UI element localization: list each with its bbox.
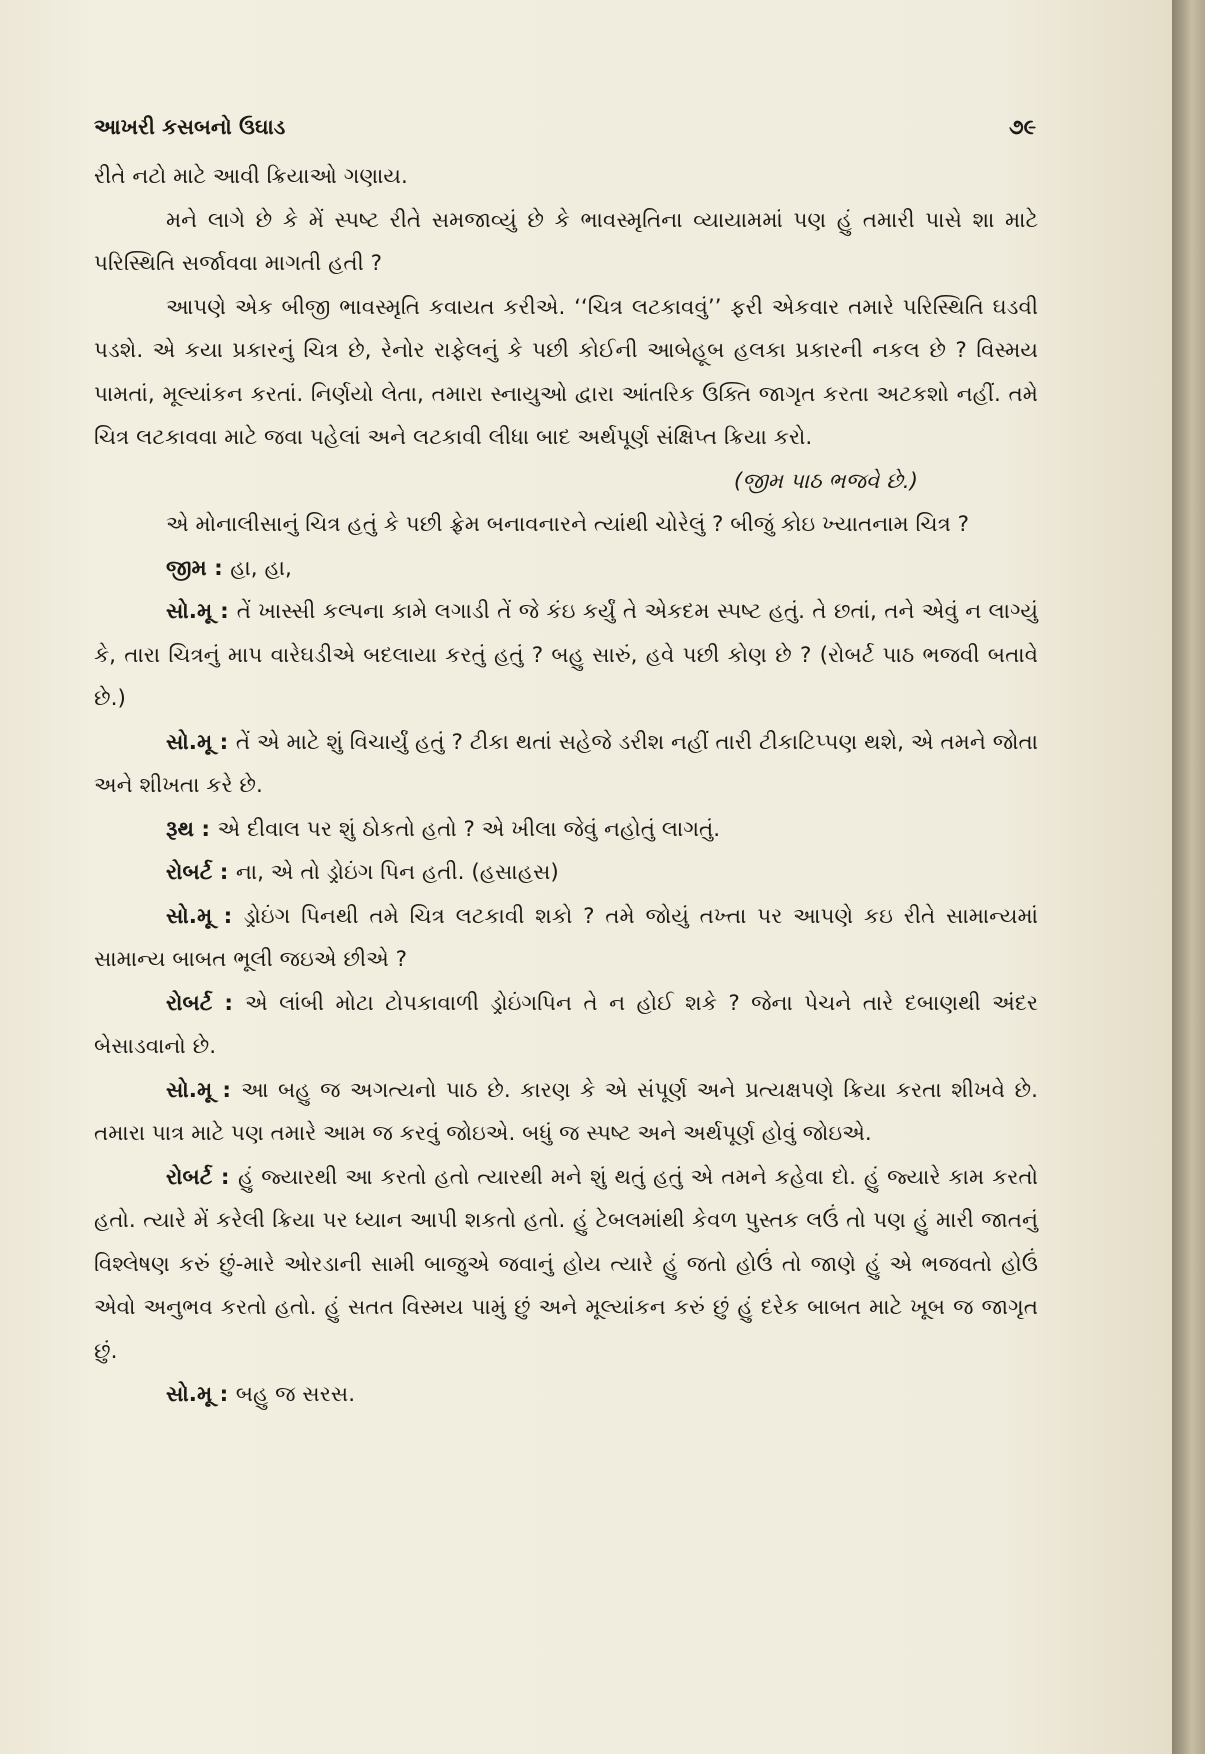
paragraph-text: ડ્રોઇંગ પિનથી તમે ચિત્ર લટકાવી શકો ? તમે જોયું તખ્તા પર આપણે કઇ રીતે સામાન્યમાં સામાન્ય બાબત ભૂલી જઇએ છીએ ? bbox=[94, 903, 1038, 972]
page-number: ૭૯ bbox=[1008, 115, 1036, 139]
body-text bbox=[94, 155, 1038, 1417]
speaker-name: રૂથ : bbox=[166, 816, 218, 842]
paragraph-text: એ મોનાલીસાનું ચિત્ર હતું કે પછી ફ્રેમ બનાવનારને ત્યાંથી ચોરેલું ? બીજું કોઇ ખ્યાતનામ ચિત્ર ? bbox=[166, 512, 970, 537]
dialogue-line bbox=[94, 895, 1038, 982]
paragraph bbox=[94, 503, 1038, 547]
dialogue-line bbox=[94, 1156, 1038, 1374]
dialogue-line bbox=[94, 1373, 1038, 1417]
paragraph-text: (જીમ પાઠ ભજવે છે.) bbox=[733, 468, 918, 494]
page-edge bbox=[1172, 0, 1205, 1754]
paragraph bbox=[94, 155, 1038, 199]
speaker-name: રોબર્ટ : bbox=[166, 860, 236, 885]
dialogue-line bbox=[94, 982, 1038, 1069]
dialogue-line bbox=[94, 851, 1038, 895]
dialogue-line bbox=[94, 1069, 1038, 1156]
speaker-name: સો.મૂ : bbox=[166, 729, 236, 755]
dialogue-line bbox=[94, 721, 1038, 808]
paragraph-text: આ બહુ જ અગત્યનો પાઠ છે. કારણ કે એ સંપૂર્ણ અને પ્રત્યક્ષપણે ક્રિયા કરતા શીખવે છે. તમારા પાત્ર માટે પણ તમારે આમ જ કરવું જોઇએ. બધું જ સ્પષ્ટ અને અર્થપૂર્ણ હોવું જોઇએ. bbox=[94, 1077, 1038, 1146]
paragraph bbox=[94, 199, 1038, 286]
speaker-name: સો.મૂ : bbox=[166, 1382, 236, 1407]
paragraph-text: હા, હા, bbox=[230, 555, 292, 581]
running-header bbox=[94, 115, 1038, 155]
paragraph-text: રીતે નટો માટે આવી ક્રિયાઓ ગણાય. bbox=[94, 164, 408, 189]
dialogue-line bbox=[94, 808, 1038, 852]
speaker-name: રોબર્ટ : bbox=[166, 990, 245, 1016]
paragraph bbox=[94, 286, 1038, 460]
paragraph-text: એ દીવાલ પર શું ઠોકતો હતો ? એ ખીલા જેવું નહોતું લાગતું. bbox=[217, 816, 721, 842]
speaker-name: સો.મૂ : bbox=[166, 1077, 242, 1103]
dialogue-line bbox=[94, 590, 1038, 721]
chapter-title: આખરી કસબનો ઉઘાડ bbox=[94, 115, 286, 139]
paragraph-text: ના, એ તો ડ્રોઇંગ પિન હતી. (હસાહસ) bbox=[235, 860, 559, 885]
speaker-name: સો.મૂ : bbox=[166, 903, 244, 929]
paragraph-text: એ લાંબી મોટા ટોપકાવાળી ડ્રોઇંગપિન તે ન હોઈ શકે ? જેના પેચને તારે દબાણથી અંદર બેસાડવાનો છે. bbox=[94, 990, 1038, 1059]
page-content bbox=[94, 115, 1038, 1417]
paragraph-text: તેં ખાસ્સી કલ્પના કામે લગાડી તેં જે કંઇ કર્યું તે એકદમ સ્પષ્ટ હતું. તે છતાં, તને એવું ન લાગ્યું કે, તારા ચિત્રનું માપ વારેઘડીએ બદલાયા કરતું હતું ? બહુ સારું, હવે પછી કોણ છે ? (રોબર્ટ પાઠ ભજવી બતાવે છે.) bbox=[94, 599, 1038, 711]
paragraph-text: તેં એ માટે શું વિચાર્યું હતું ? ટીકા થતાં સહેજે ડરીશ નહીં તારી ટીકાટિપ્પણ થશે, એ તમને જોતા અને શીખતા કરે છે. bbox=[94, 729, 1038, 798]
speaker-name: જીમ : bbox=[166, 555, 231, 581]
stage-direction bbox=[94, 460, 1038, 504]
speaker-name: સો.મૂ : bbox=[166, 599, 237, 624]
paragraph-text: આપણે એક બીજી ભાવસ્મૃતિ કવાયત કરીએ. ‘‘ચિત્ર લટકાવવું’’ ફરી એકવાર તમારે પરિસ્થિતિ ઘડવી પડશે. એ કયા પ્રકારનું ચિત્ર છે, રેનોર રાફેલનું કે પછી કોઈની આબેહૂબ હલકા પ્રકારની નકલ છે ? વિસ્મય પામતાં, મૂલ્યાંકન કરતાં. નિર્ણયો લેતા, તમારા સ્નાયુઓ દ્વારા આંતરિક ઉક્તિ જાગૃત કરતા અટકશો નહીં. તમે ચિત્ર લટકાવવા માટે જવા પહેલાં અને લટકાવી લીધા બાદ અર્થપૂર્ણ સંક્ષિપ્ત ક્રિયા કરો. bbox=[94, 294, 1038, 450]
speaker-name: રોબર્ટ : bbox=[166, 1164, 239, 1190]
dialogue-line bbox=[94, 547, 1038, 591]
paragraph-text: મને લાગે છે કે મેં સ્પષ્ટ રીતે સમજાવ્યું છે કે ભાવસ્મૃતિના વ્યાયામમાં પણ હું તમારી પાસે શા માટે પરિસ્થિતિ સર્જાવવા માગતી હતી ? bbox=[94, 207, 1038, 276]
paragraph-text: હું જ્યારથી આ કરતો હતો ત્યારથી મને શું થતું હતું એ તમને કહેવા દો. હું જ્યારે કામ કરતો હતો. ત્યારે મેં કરેલી ક્રિયા પર ધ્યાન આપી શકતો હતો. હું ટેબલમાંથી કેવળ પુસ્તક લઉં તો પણ હું મારી જાતનું વિશ્લેષણ કરું છું-મારે ઓરડાની સામી બાજુએ જવાનું હોય ત્યારે હું જતો હોઉં તો જાણે હું એ ભજવતો હોઉં એવો અનુભવ કરતો હતો. હું સતત વિસ્મય પામું છું અને મૂલ્યાંકન કરું છું હું દરેક બાબત માટે ખૂબ જ જાગૃત છું. bbox=[94, 1164, 1038, 1364]
paragraph-text: બહુ જ સરસ. bbox=[235, 1382, 356, 1407]
